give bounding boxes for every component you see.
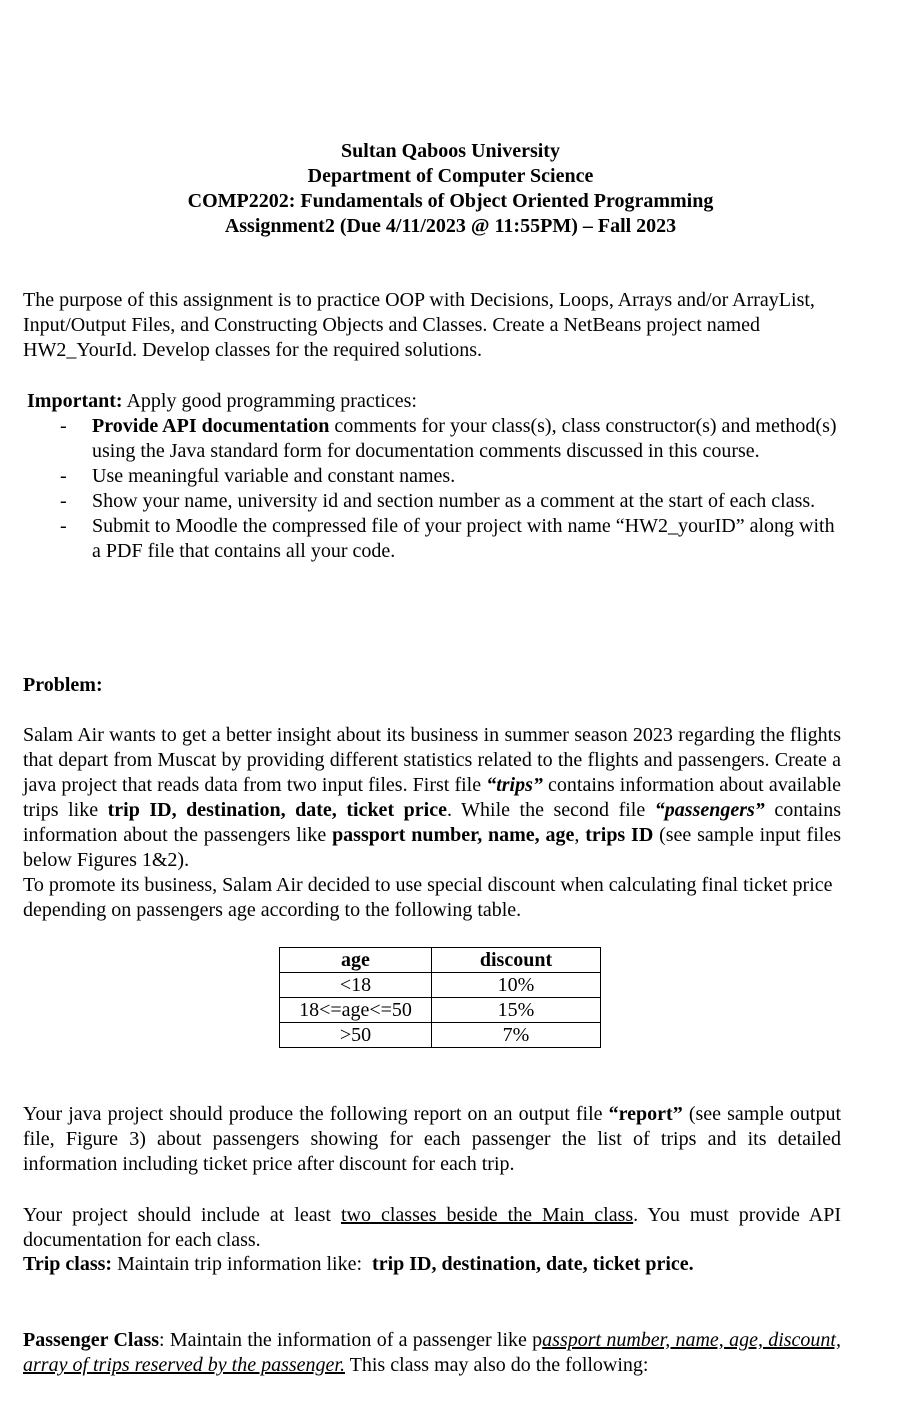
course-title: COMP2202: Fundamentals of Object Oriented Programming xyxy=(187,190,714,212)
text: This class may also do the following: xyxy=(345,1354,649,1376)
university-name: Sultan Qaboos University xyxy=(341,140,560,162)
document-header xyxy=(0,139,901,239)
trip-class-paragraph xyxy=(23,1252,841,1277)
department-name: Department of Computer Science xyxy=(307,165,594,187)
passenger-fields: passport number, name, age xyxy=(332,824,575,846)
practices-list xyxy=(27,414,845,564)
list-item: - Use meaningful variable and constant names. xyxy=(60,465,456,487)
bullet-text: Show your name, university id and section number as a comment at the start of each class. xyxy=(92,490,816,512)
cell: 7% xyxy=(432,1023,601,1048)
discount-table xyxy=(279,947,601,1048)
report-file-name: “report” xyxy=(608,1103,683,1125)
classes-paragraph xyxy=(23,1203,841,1253)
table-row xyxy=(280,973,601,998)
cell: 10% xyxy=(432,973,601,998)
cell: 15% xyxy=(432,998,601,1023)
bullet-text: comments for your class(s), class constructor(s) and method(s) using the Java standard form for documentation comments discussed in this course. xyxy=(92,415,837,462)
text: . While the second file xyxy=(446,799,655,821)
header-age: age xyxy=(341,949,370,971)
list-item: - Submit to Moodle the compressed file of your project with name “HW2_yourID” along with a PDF file that contains all your code. xyxy=(60,515,835,562)
text: contains information about available trips like xyxy=(23,774,842,821)
passenger-class-fields: assport number, name, age, discount, array of trips reserved by the passenger. xyxy=(23,1329,841,1376)
trips-id: trips ID xyxy=(585,824,654,846)
text: Your project should include at least xyxy=(23,1204,341,1226)
cell: >50 xyxy=(280,1023,432,1048)
list-item: - Show your name, university id and section number as a comment at the start of each class. xyxy=(60,490,816,512)
passengers-file-name: “passengers” xyxy=(654,799,765,821)
passenger-class-label: Passenger Class xyxy=(23,1329,160,1351)
classes-requirement: two classes beside the Main class xyxy=(340,1204,634,1226)
important-text: Apply good programming practices: xyxy=(122,390,417,412)
problem-heading: Problem: xyxy=(23,674,103,696)
important-section xyxy=(27,389,845,564)
assignment-title: Assignment2 (Due 4/11/2023 @ 11:55PM) – Fall 2023 xyxy=(224,215,677,237)
bullet-text: Use meaningful variable and constant names. xyxy=(92,465,456,487)
text: Salam Air wants to get a better insight about its business in summer season 2023 regarding the flights that depart from Muscat by providing different statistics related to the flights and passengers. Create a java project that reads data from two input files. First file xyxy=(23,724,841,796)
bullet-text: Submit to Moodle the compressed file of your project with name “HW2_yourID” along with a PDF file that contains all your code. xyxy=(92,515,835,562)
report-paragraph xyxy=(23,1102,841,1177)
trip-class-fields: trip ID, destination, date, ticket price. xyxy=(372,1253,694,1275)
intro-paragraph: The purpose of this assignment is to practice OOP with Decisions, Loops, Arrays and/or ArrayList, Input/Output Files, and Constructing Objects and Classes. Create a NetBeans project named HW2_YourId. Develop classes for the required solutions. xyxy=(23,289,815,361)
bullet-bold: Provide API documentation xyxy=(92,415,330,437)
cell: <18 xyxy=(280,973,432,998)
text: contains information about the passengers like xyxy=(23,799,841,846)
text: (see sample input files below Figures 1&2). xyxy=(23,824,841,871)
table-row xyxy=(280,998,601,1023)
important-label: Important: xyxy=(27,390,123,412)
text: : Maintain the information of a passenger like p xyxy=(159,1329,543,1351)
header-discount: discount xyxy=(479,949,553,971)
list-item: - Provide API documentation comments for your class(s), class constructor(s) and method(s) using the Java standard form for documentation comments discussed in this course. xyxy=(60,415,837,462)
text: (see sample output file, Figure 3) about passengers showing for each passenger the list of trips and its detailed information including ticket price after discount for each trip. xyxy=(23,1103,841,1175)
table-row xyxy=(280,1023,601,1048)
discount-paragraph: To promote its business, Salam Air decided to use special discount when calculating final ticket price depending on passengers age according to the following table. xyxy=(23,874,833,921)
text: Maintain trip information like: xyxy=(112,1253,373,1275)
trip-fields: trip ID, destination, date, ticket price xyxy=(107,799,447,821)
text: . You must provide API documentation for each class. xyxy=(23,1204,842,1251)
trips-file-name: “trips” xyxy=(486,774,543,796)
cell: 18<=age<=50 xyxy=(280,998,432,1023)
passenger-class-paragraph xyxy=(23,1328,841,1378)
trip-class-label: Trip class: xyxy=(23,1253,113,1275)
text: , xyxy=(574,824,586,846)
problem-paragraph xyxy=(23,723,841,873)
text: Your java project should produce the following report on an output file xyxy=(23,1103,609,1125)
